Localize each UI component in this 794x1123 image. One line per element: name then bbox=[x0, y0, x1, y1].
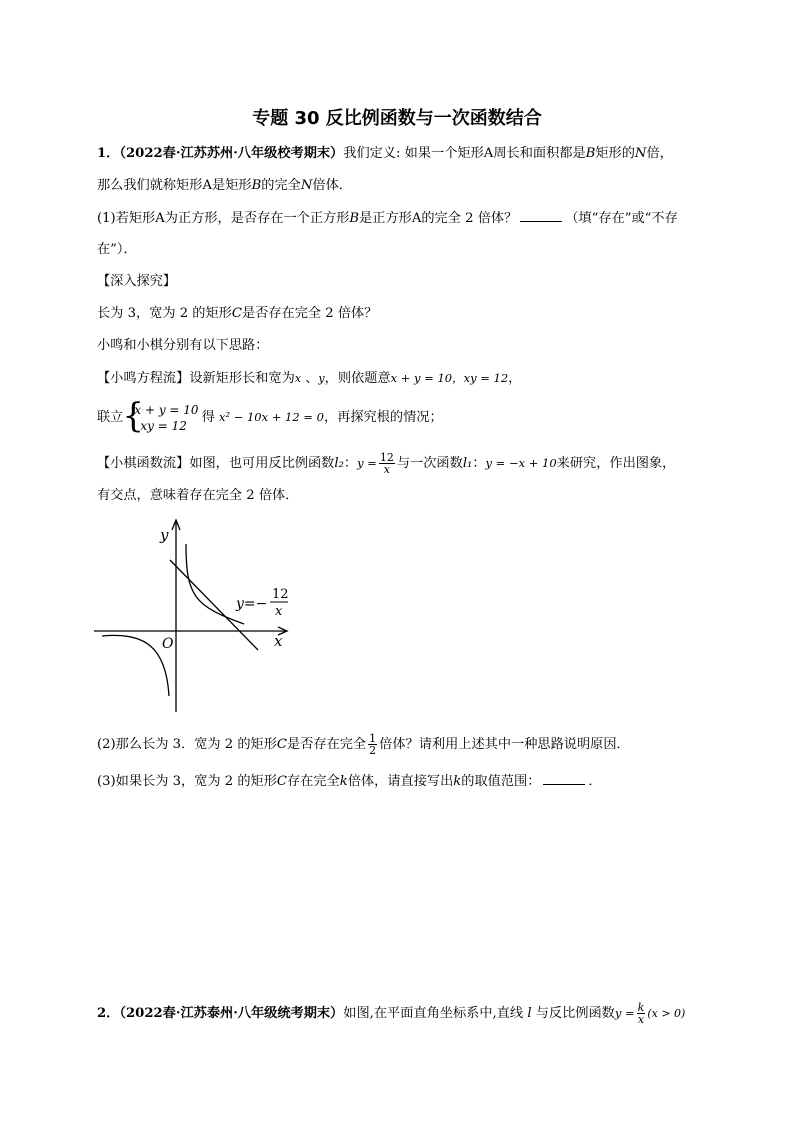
q1-line1: 1．（2022春·江苏苏州·八年级校考期末）我们定义: 如果一个矩形A周长和面积都是B矩形的N倍， bbox=[97, 146, 673, 161]
page-title: 专题 30 反比例函数与一次函数结合 bbox=[252, 108, 542, 129]
fraction-12-over-x: $\frac{12}{x}$ bbox=[379, 451, 394, 476]
fraction-one-half: $\frac{1}{2}$ bbox=[369, 732, 377, 757]
q2-number: 2． bbox=[97, 1006, 120, 1021]
q1-part3: (3)如果长为 3，宽为 2 的矩形C存在完全k倍体，请直接写出k的取值范围： ． bbox=[97, 774, 602, 789]
answer-blank-1[interactable] bbox=[520, 209, 562, 222]
curve-label-y: y=− bbox=[236, 596, 268, 612]
system-line: 联立 { x + y = 10 xy = 12 得 x² − 10x + 12 = 0，再探究根的情况； bbox=[97, 400, 443, 434]
q1-number: 1． bbox=[97, 146, 120, 161]
fraction-k-over-x: $\frac{k}{x}$ bbox=[637, 1001, 645, 1026]
curve-label-den: x bbox=[275, 604, 283, 619]
function-approach: 【小棋函数流】如图，也可用反比例函数l₂：y = $\frac{12}{x}$ 与一次函数l₁：y = −x + 10来研究，作出图象， bbox=[97, 451, 676, 476]
explore-header: 【深入探究】 bbox=[97, 274, 177, 289]
q1-line2: 那么我们就称矩形A是矩形B的完全N倍体． bbox=[97, 178, 352, 193]
answer-blank-2[interactable] bbox=[543, 772, 585, 785]
hyperbola-branch-lower bbox=[102, 635, 169, 696]
q2-source: （2022春·江苏泰州·八年级统考期末） bbox=[119, 1006, 344, 1021]
ideas-intro: 小鸣和小棋分别有以下思路： bbox=[97, 338, 269, 353]
origin-label: O bbox=[162, 636, 174, 652]
x-axis-label: x bbox=[274, 632, 283, 650]
q1-part1: (1)若矩形A为正方形，是否存在一个正方形B是正方形A的完全 2 倍体？ （填“存在”或“不存 bbox=[97, 211, 678, 226]
q2-line1: 2．（2022春·江苏泰州·八年级统考期末）如图,在平面直角坐标系中,直线 l 与反比例函数y = $\frac{k}{x}$ (x > 0) bbox=[97, 1001, 686, 1026]
function-approach-cont: 有交点，意味着存在完全 2 倍体． bbox=[97, 488, 299, 503]
function-graph bbox=[94, 516, 294, 716]
q1-part1-cont: 在”）． bbox=[97, 242, 137, 257]
y-axis-label: y bbox=[160, 526, 169, 544]
explore-question: 长为 3，宽为 2 的矩形C是否存在完全 2 倍体？ bbox=[97, 306, 378, 321]
hyperbola-branch-upper bbox=[186, 544, 244, 624]
q1-part2: (2)那么长为 3．宽为 2 的矩形C是否存在完全 $\frac{1}{2}$ 倍体？请利用上述其中一种思路说明原因． bbox=[97, 732, 630, 757]
curve-label-num: 12 bbox=[272, 587, 289, 602]
equation-system: { x + y = 10 xy = 12 bbox=[126, 402, 198, 434]
q1-source: （2022春·江苏苏州·八年级校考期末） bbox=[119, 146, 344, 161]
equation-approach: 【小鸣方程流】设新矩形长和宽为x 、y，则依题意x + y = 10，xy = 12， bbox=[97, 371, 522, 386]
